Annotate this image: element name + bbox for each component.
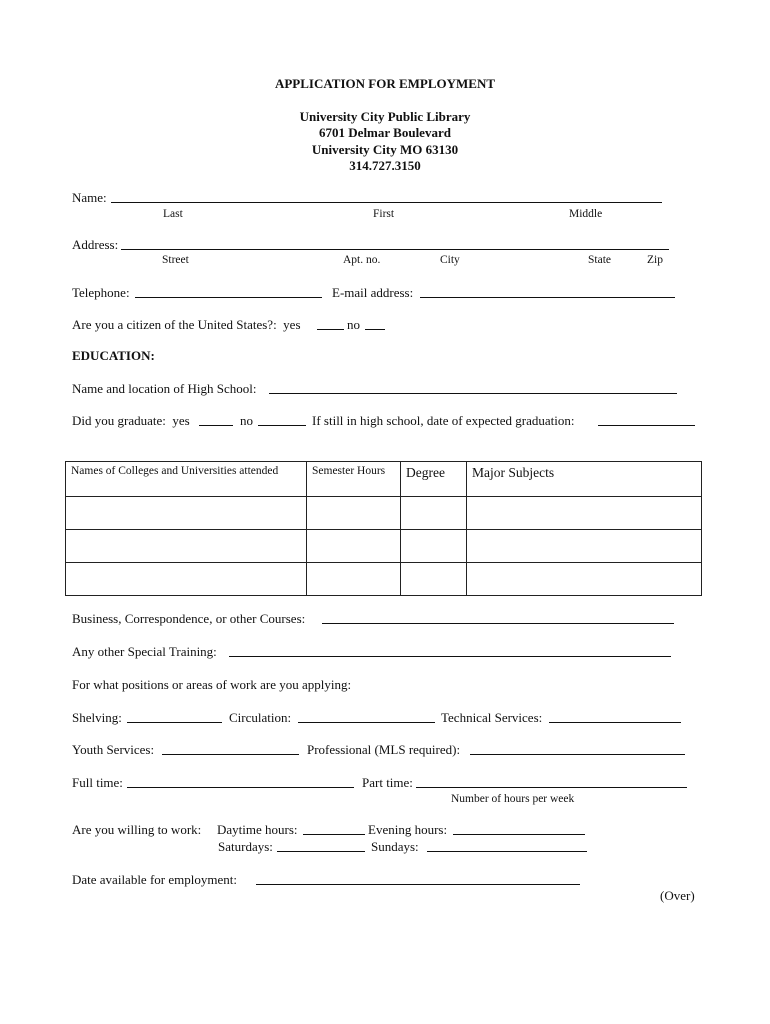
degree-cell[interactable]	[401, 497, 467, 530]
shelving-label: Shelving:	[72, 710, 122, 725]
willing-to-work-label: Are you willing to work:	[72, 822, 202, 837]
technical-services-label: Technical Services:	[441, 710, 543, 725]
colleges-table	[65, 461, 702, 596]
email-label: E-mail address:	[332, 285, 414, 300]
fulltime-field[interactable]	[127, 775, 354, 791]
date-available-field[interactable]	[256, 872, 580, 888]
major-subjects-cell[interactable]	[467, 497, 702, 530]
name-sub-middle: Middle	[569, 208, 603, 220]
youth-services-label: Youth Services:	[72, 742, 155, 757]
name-field[interactable]	[111, 190, 662, 206]
table-row	[66, 530, 702, 563]
circulation-field[interactable]	[298, 710, 435, 726]
address-sub-state: State	[588, 254, 611, 266]
major-subjects-cell[interactable]	[467, 530, 702, 563]
youth-services-field[interactable]	[162, 742, 299, 758]
telephone-field[interactable]	[135, 285, 322, 301]
expected-graduation-label: If still in high school, date of expected graduation:	[312, 413, 575, 428]
sundays-label: Sundays:	[371, 839, 419, 854]
name-label: Name:	[72, 190, 107, 205]
name-sub-first: First	[373, 208, 395, 220]
high-school-field[interactable]	[269, 381, 677, 397]
college-name-cell[interactable]	[66, 563, 307, 596]
col-header-names: Names of Colleges and Universities attended	[66, 462, 307, 497]
major-subjects-cell[interactable]	[467, 563, 702, 596]
table-row	[66, 497, 702, 530]
colleges-table-header	[66, 462, 702, 497]
semester-hours-cell[interactable]	[307, 563, 401, 596]
college-name-cell[interactable]	[66, 530, 307, 563]
org-address-line1: 6701 Delmar Boulevard	[319, 125, 451, 140]
graduate-label: Did you graduate: yes	[72, 413, 190, 428]
positions-question: For what positions or areas of work are you applying:	[72, 677, 352, 692]
citizen-question: Are you a citizen of the United States?: yes	[72, 317, 301, 332]
education-heading: EDUCATION:	[72, 348, 155, 363]
hours-per-week-note: Number of hours per week	[451, 793, 575, 805]
high-school-label: Name and location of High School:	[72, 381, 257, 396]
graduate-no-label: no	[240, 413, 253, 428]
evening-hours-field[interactable]	[453, 822, 585, 838]
col-header-semester-hours: Semester Hours	[307, 462, 401, 497]
address-sub-city: City	[440, 254, 460, 266]
special-training-label: Any other Special Training:	[72, 644, 217, 659]
college-name-cell[interactable]	[66, 497, 307, 530]
business-courses-label: Business, Correspondence, or other Courses:	[72, 611, 306, 626]
shelving-field[interactable]	[127, 710, 222, 726]
col-header-major-subjects: Major Subjects	[467, 462, 702, 497]
parttime-field[interactable]	[416, 775, 687, 791]
fulltime-label: Full time:	[72, 775, 123, 790]
org-name: University City Public Library	[299, 109, 471, 124]
circulation-label: Circulation:	[229, 710, 292, 725]
parttime-label: Part time:	[362, 775, 413, 790]
address-sub-street: Street	[162, 254, 189, 266]
graduate-no-field[interactable]	[258, 413, 306, 429]
sundays-field[interactable]	[427, 839, 587, 855]
telephone-label: Telephone:	[72, 285, 130, 300]
degree-cell[interactable]	[401, 530, 467, 563]
address-sub-apt: Apt. no.	[343, 254, 381, 266]
over-note: (Over)	[660, 888, 695, 903]
address-label: Address:	[72, 237, 119, 252]
evening-hours-label: Evening hours:	[368, 822, 448, 837]
org-phone: 314.727.3150	[349, 158, 421, 173]
semester-hours-cell[interactable]	[307, 530, 401, 563]
col-header-degree: Degree	[401, 462, 467, 497]
professional-field[interactable]	[470, 742, 685, 758]
email-field[interactable]	[420, 285, 675, 301]
table-row	[66, 563, 702, 596]
technical-services-field[interactable]	[549, 710, 681, 726]
citizen-yes-field[interactable]	[317, 317, 344, 333]
semester-hours-cell[interactable]	[307, 497, 401, 530]
daytime-hours-label: Daytime hours:	[217, 822, 298, 837]
daytime-hours-field[interactable]	[303, 822, 365, 838]
citizen-no-field[interactable]	[365, 317, 385, 333]
org-address-line2: University City MO 63130	[311, 142, 459, 157]
address-field[interactable]	[121, 237, 669, 253]
name-sub-last: Last	[163, 208, 183, 220]
saturdays-label: Saturdays:	[218, 839, 273, 854]
professional-label: Professional (MLS required):	[307, 742, 461, 757]
citizen-no-label: no	[347, 317, 360, 332]
date-available-label: Date available for employment:	[72, 872, 237, 887]
business-courses-field[interactable]	[322, 611, 674, 627]
expected-graduation-field[interactable]	[598, 413, 695, 429]
graduate-yes-field[interactable]	[199, 413, 233, 429]
address-sub-zip: Zip	[647, 254, 663, 266]
form-title: APPLICATION FOR EMPLOYMENT	[274, 76, 496, 91]
degree-cell[interactable]	[401, 563, 467, 596]
saturdays-field[interactable]	[277, 839, 365, 855]
special-training-field[interactable]	[229, 644, 671, 660]
